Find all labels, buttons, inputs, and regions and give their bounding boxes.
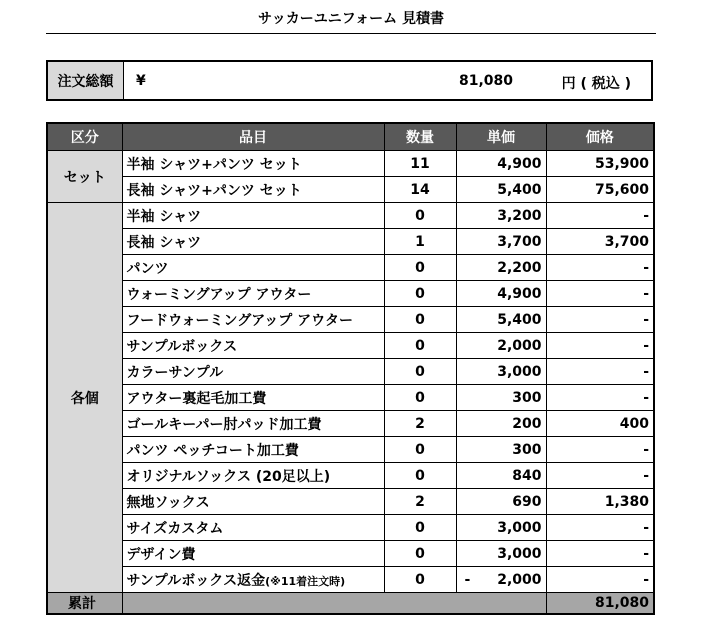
quantity-cell[interactable]: 0 xyxy=(384,203,456,229)
item-name: 無地ソックス xyxy=(122,489,384,515)
price-cell: - xyxy=(546,281,654,307)
unit-price-cell: 3,200 xyxy=(456,203,546,229)
cumulative-row xyxy=(47,593,654,615)
quantity-cell[interactable]: 0 xyxy=(384,281,456,307)
order-total-unit: 円 ( 税込 ) xyxy=(561,76,631,92)
quantity-cell[interactable]: 0 xyxy=(384,307,456,333)
category-set: セット xyxy=(47,151,122,203)
table-row xyxy=(47,385,654,411)
item-name xyxy=(122,567,384,593)
item-name: 長袖 シャツ+パンツ セット xyxy=(122,177,384,203)
price-cell: 53,900 xyxy=(546,151,654,177)
unit-price-cell: 3,700 xyxy=(456,229,546,255)
item-name: サンプルボックス xyxy=(122,333,384,359)
header-item: 品目 xyxy=(122,123,384,151)
table-row xyxy=(47,567,654,593)
quantity-cell[interactable]: 0 xyxy=(384,333,456,359)
order-total-label: 注文総額 xyxy=(48,62,124,99)
table-row xyxy=(47,307,654,333)
item-name: フードウォーミングアップ アウター xyxy=(122,307,384,333)
unit-price-cell: 2,000 xyxy=(456,333,546,359)
quantity-cell[interactable]: 2 xyxy=(384,411,456,437)
quantity-cell[interactable]: 0 xyxy=(384,541,456,567)
table-row xyxy=(47,151,654,177)
quantity-cell[interactable]: 0 xyxy=(384,463,456,489)
table-row xyxy=(47,463,654,489)
header-qty: 数量 xyxy=(384,123,456,151)
item-name: 長袖 シャツ xyxy=(122,229,384,255)
price-cell: - xyxy=(546,437,654,463)
table-row xyxy=(47,411,654,437)
estimate-table xyxy=(46,122,655,615)
price-cell: - xyxy=(546,203,654,229)
item-name: 半袖 シャツ xyxy=(122,203,384,229)
quantity-cell[interactable]: 0 xyxy=(384,515,456,541)
quantity-cell[interactable]: 0 xyxy=(384,385,456,411)
item-name-text: サンプルボックス返金 xyxy=(126,572,266,589)
item-name: 半袖 シャツ+パンツ セット xyxy=(122,151,384,177)
minus-sign: - xyxy=(464,571,471,588)
quantity-cell[interactable]: 0 xyxy=(384,255,456,281)
unit-price-cell xyxy=(456,567,546,593)
item-name: アウター裏起毛加工費 xyxy=(122,385,384,411)
item-name: ゴールキーパー肘パッド加工費 xyxy=(122,411,384,437)
unit-price-cell: 4,900 xyxy=(456,281,546,307)
table-row xyxy=(47,489,654,515)
currency-symbol: ¥ xyxy=(136,73,146,89)
category-individual: 各個 xyxy=(47,203,122,593)
price-cell: - xyxy=(546,255,654,281)
table-row xyxy=(47,281,654,307)
price-cell: 400 xyxy=(546,411,654,437)
table-header-row xyxy=(47,123,654,151)
unit-price-cell: 2,200 xyxy=(456,255,546,281)
header-unit-price: 単価 xyxy=(456,123,546,151)
price-cell: - xyxy=(546,307,654,333)
table-row xyxy=(47,203,654,229)
unit-price-cell: 200 xyxy=(456,411,546,437)
table-row xyxy=(47,437,654,463)
price-cell: - xyxy=(546,463,654,489)
quantity-cell[interactable]: 11 xyxy=(384,151,456,177)
item-name: サイズカスタム xyxy=(122,515,384,541)
title-underline xyxy=(46,33,656,34)
table-row xyxy=(47,333,654,359)
quantity-cell[interactable]: 2 xyxy=(384,489,456,515)
unit-price-cell: 3,000 xyxy=(456,541,546,567)
price-cell: - xyxy=(546,541,654,567)
item-name: オリジナルソックス (20足以上) xyxy=(122,463,384,489)
item-name: デザイン費 xyxy=(122,541,384,567)
cumulative-label: 累計 xyxy=(47,593,122,615)
order-total-box xyxy=(46,60,653,101)
cumulative-total: 81,080 xyxy=(546,593,654,615)
price-cell: - xyxy=(546,567,654,593)
unit-price-cell: 300 xyxy=(456,437,546,463)
price-cell: - xyxy=(546,385,654,411)
price-cell: - xyxy=(546,359,654,385)
quantity-cell[interactable]: 1 xyxy=(384,229,456,255)
quantity-cell[interactable]: 0 xyxy=(384,437,456,463)
table-row xyxy=(47,515,654,541)
item-name: パンツ xyxy=(122,255,384,281)
header-category: 区分 xyxy=(47,123,122,151)
price-cell: 75,600 xyxy=(546,177,654,203)
item-name: ウォーミングアップ アウター xyxy=(122,281,384,307)
unit-price-cell: 840 xyxy=(456,463,546,489)
cumulative-filler xyxy=(122,593,546,615)
price-cell: - xyxy=(546,333,654,359)
page-title: サッカーユニフォーム 見積書 xyxy=(258,11,444,27)
unit-price-value: 2,000 xyxy=(497,571,542,588)
unit-price-cell: 4,900 xyxy=(456,151,546,177)
price-cell: 3,700 xyxy=(546,229,654,255)
table-row xyxy=(47,541,654,567)
unit-price-cell: 300 xyxy=(456,385,546,411)
table-row xyxy=(47,229,654,255)
unit-price-cell: 5,400 xyxy=(456,177,546,203)
table-row xyxy=(47,177,654,203)
table-row xyxy=(47,359,654,385)
order-total-value xyxy=(124,62,651,99)
quantity-cell[interactable]: 14 xyxy=(384,177,456,203)
quantity-cell[interactable]: 0 xyxy=(384,359,456,385)
item-name: カラーサンプル xyxy=(122,359,384,385)
price-cell: - xyxy=(546,515,654,541)
unit-price-cell: 3,000 xyxy=(456,359,546,385)
unit-price-cell: 690 xyxy=(456,489,546,515)
table-row xyxy=(47,255,654,281)
order-total-amount: 81,080 xyxy=(458,73,513,89)
quantity-cell[interactable]: 0 xyxy=(384,567,456,593)
price-cell: 1,380 xyxy=(546,489,654,515)
header-price: 価格 xyxy=(546,123,654,151)
item-note: (※11着注文時) xyxy=(265,574,346,588)
item-name: パンツ ペッチコート加工費 xyxy=(122,437,384,463)
unit-price-cell: 5,400 xyxy=(456,307,546,333)
unit-price-cell: 3,000 xyxy=(456,515,546,541)
